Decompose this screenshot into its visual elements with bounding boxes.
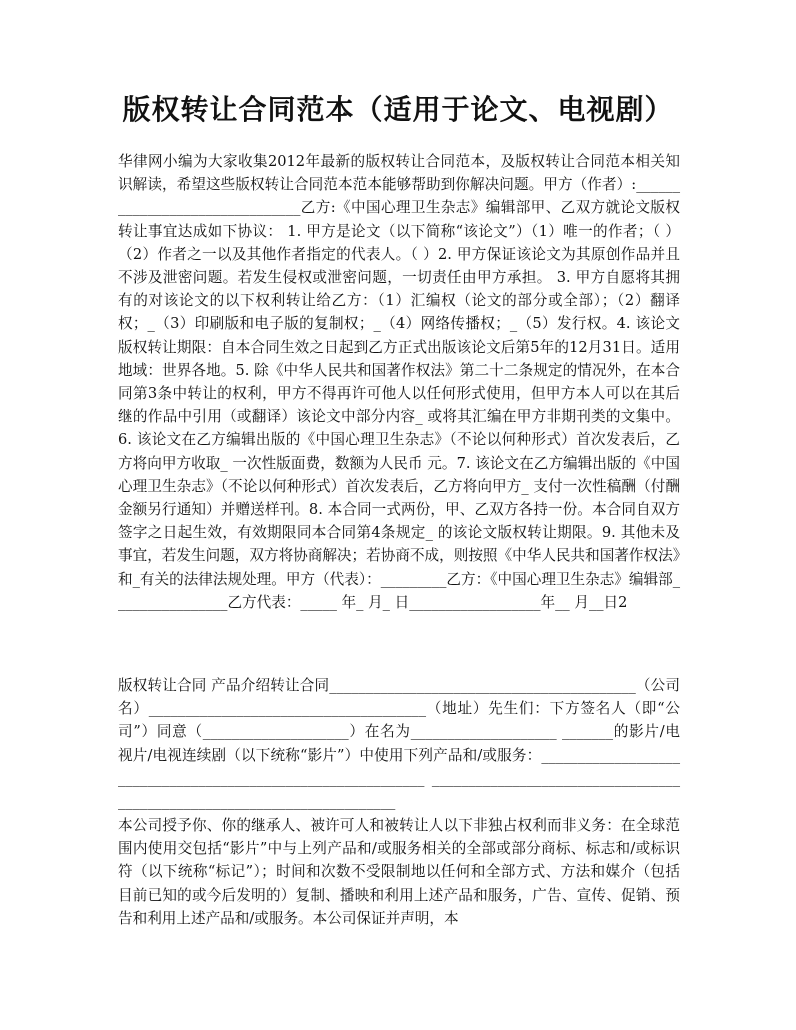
- contract-paragraph-3: 本公司授予你、你的继承人、被许可人和被转让人以下非独占权利而非义务：在全球范围内使用交包括“影片”中与上列产品和/或服务相关的全部或部分商标、标志和/或标识符（以下统称“标记”）；时间和次数不受限制地以任何和全部方式、方法和媒介（包括目前已知的或今后发明的）复制、播映和利用上述产品和服务，广告、宣传、促销、预告和利用上述产品和/或服务。本公司保证并声明，本: [118, 817, 680, 927]
- document-title: 版权转让合同范本（适用于论文、电视剧）: [122, 93, 674, 126]
- contract-paragraph-1: 华律网小编为大家收集2012年最新的版权转让合同范本，及版权转让合同范本相关知识解读，希望这些版权转让合同范本范本能够帮助到你解决问题。甲方（作者）:_______________________________乙方:《中国心理卫生杂志》编辑部甲、乙双方就论文版权转让事宜达成如下协议： 1. 甲方是论文（以下简称“该论文”）（1）唯一的作者；（ ）（2）作者之一以及其他作者指定的代表人。（ ）2. 甲方保证该论文为其原创作品并且不涉及泄密问题。若发生侵权或泄密问题，一切责任由甲方承担。 3. 甲方自愿将其拥有的对该论文的以下权利转让给乙方：（1）汇编权（论文的部分或全部）；（2）翻译权；_（3）印刷版和电子版的复制权；_（4）网络传播权；_（5）发行权。4. 该论文版权转让期限：自本合同生效之日起到乙方正式出版该论文后第5年的12月31日。适用地域：世界各地。5. 除《中华人民共和国著作权法》第二十二条规定的情况外，在本合同第3条中转让的权利，甲方不得再许可他人以任何形式使用，但甲方本人可以在其后继的作品中引用（或翻译）该论文中部分内容_ 或将其汇编在甲方非期刊类的文集中。6. 该论文在乙方编辑出版的《中国心理卫生杂志》（不论以何种形式）首次发表后，乙方将向甲方收取_ 一次性版面费，数额为人民币 元。7. 该论文在乙方编辑出版的《中国心理卫生杂志》（不论以何种形式）首次发表后，乙方将向甲方_ 支付一次性稿酬（付酬金额另行通知）并赠送样刊。8. 本合同一式两份，甲、乙双方各持一份。本合同自双方签字之日起生效，有效期限同本合同第4条规定_ 的该论文版权转让期限。9. 其他未及事宜，若发生问题，双方将协商解决；若协商不成，则按照《中华人民共和国著作权法》和_有关的法律法规处理。甲方（代表）：_________乙方：《中国心理卫生杂志》编辑部________________乙方代表：_____ 年_ 月_ 日__________________年__ 月__日2: [118, 153, 680, 611]
- contract-paragraph-2: 版权转让合同 产品介绍转让合同__________________________________________（公司名）______________________________________（地址）先生们：下方签名人（即“公司”）同意（____________________）在名为____________________ _______的影片/电视片/电视连续剧（以下统称“影片”）中使用下列产品和/或服务：_____________________________________________________________ ________________________________________________________________________: [118, 677, 680, 811]
